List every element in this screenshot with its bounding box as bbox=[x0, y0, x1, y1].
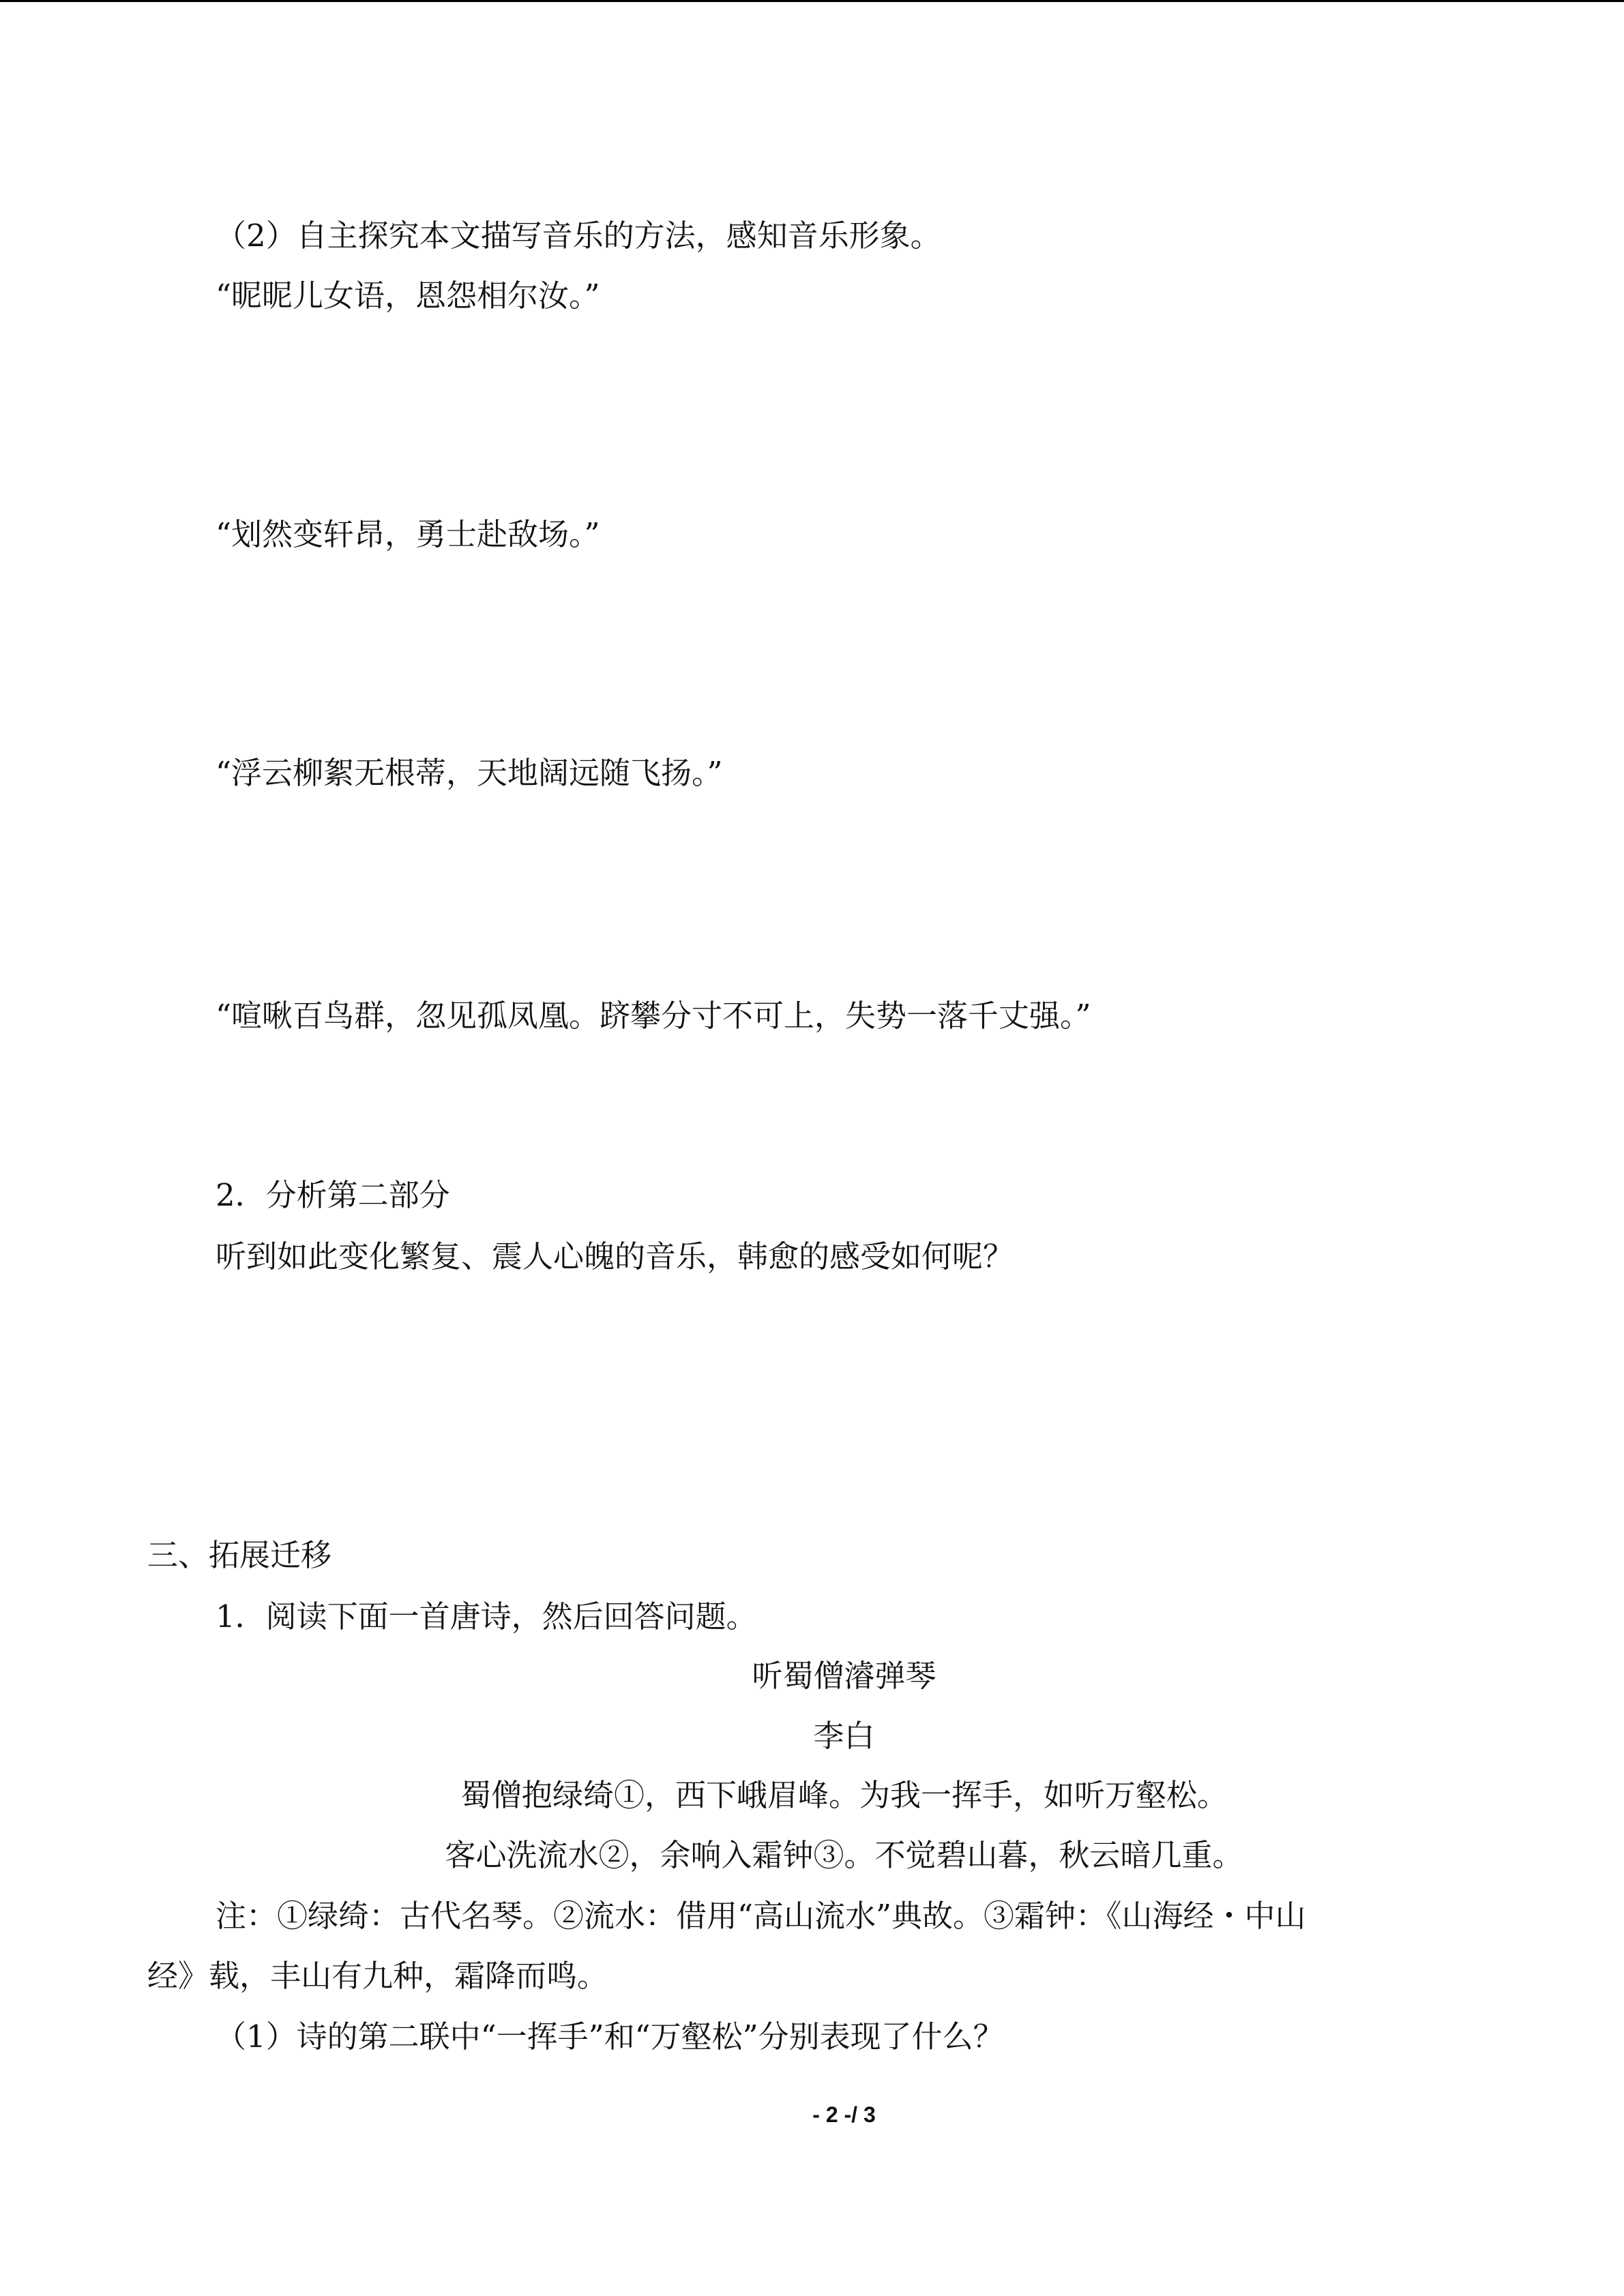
part-2-heading: 2．分析第二部分 bbox=[216, 1177, 450, 1213]
question-2-prompt: （2）自主探究本文描写音乐的方法，感知音乐形象。 bbox=[216, 218, 941, 254]
page-number: - 2 -/ 3 bbox=[812, 2102, 876, 2127]
quote-line-3: “浮云柳絮无根蒂，天地阔远随飞扬。” bbox=[216, 755, 723, 791]
poem-line-2: 客心洗流水②，余响入霜钟③。不觉碧山暮，秋云暗几重。 bbox=[445, 1837, 1243, 1873]
poem-title: 听蜀僧濬弹琴 bbox=[752, 1658, 936, 1694]
poem-line-1: 蜀僧抱绿绮①，西下峨眉峰。为我一挥手，如听万壑松。 bbox=[460, 1777, 1228, 1813]
section-3-item-1: 1．阅读下面一首唐诗，然后回答问题。 bbox=[216, 1598, 757, 1635]
quote-line-4: “喧啾百鸟群，忽见孤凤凰。跻攀分寸不可上，失势一落千丈强。” bbox=[216, 998, 1091, 1034]
annotation-line-2: 经》载，丰山有九种，霜降而鸣。 bbox=[147, 1958, 608, 1994]
top-border-line bbox=[0, 0, 1624, 2]
poem-author: 李白 bbox=[813, 1718, 875, 1754]
section-3-heading: 三、拓展迁移 bbox=[147, 1537, 332, 1573]
part-2-question: 听到如此变化繁复、震人心魄的音乐，韩愈的感受如何呢？ bbox=[216, 1238, 1014, 1274]
quote-line-2: “划然变轩昂，勇士赴敌场。” bbox=[216, 516, 600, 552]
annotation-line-1: 注：①绿绮：古代名琴。②流水：借用“高山流水”典故。③霜钟：《山海经・中山 bbox=[216, 1898, 1306, 1934]
quote-line-1: “昵昵儿女语，恩怨相尔汝。” bbox=[216, 278, 600, 314]
sub-question-1: （1）诗的第二联中“一挥手”和“万壑松”分别表现了什么？ bbox=[216, 2018, 1004, 2055]
